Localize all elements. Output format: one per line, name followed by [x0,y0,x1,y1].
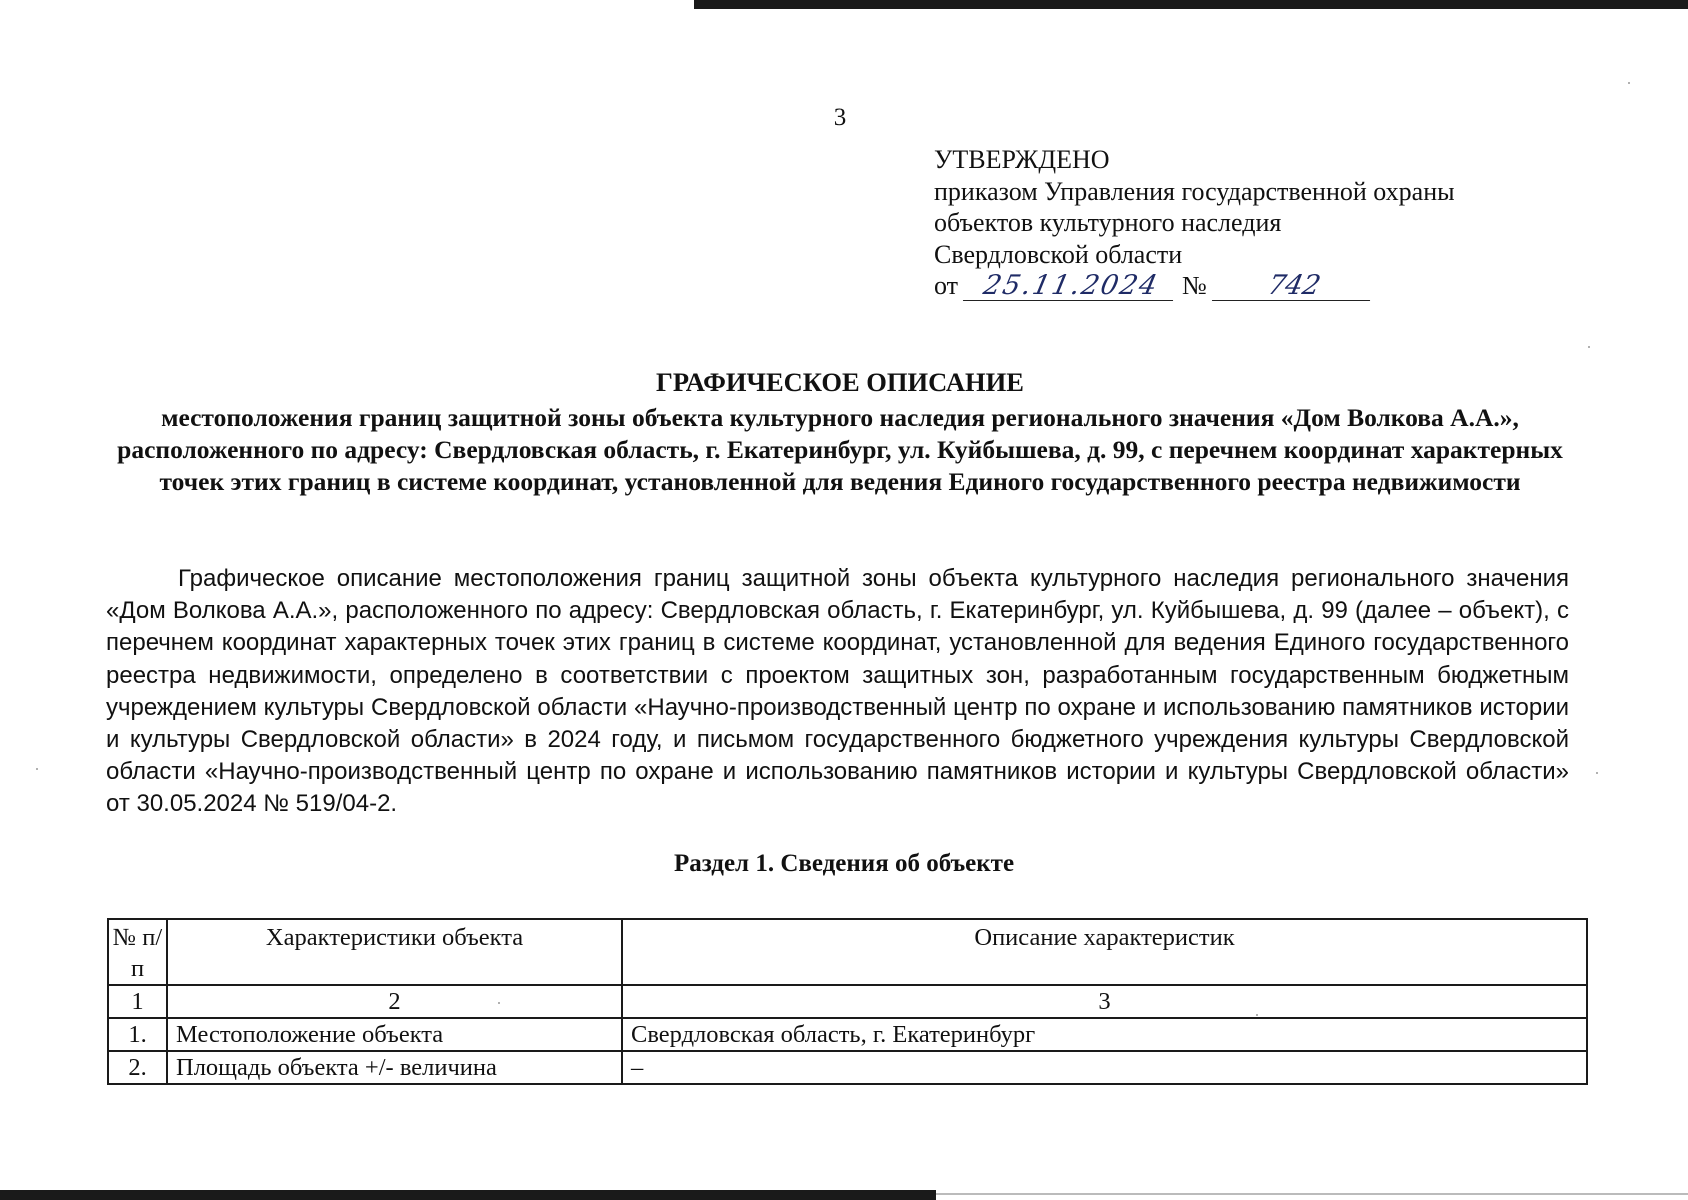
number-prefix: № [1182,271,1207,300]
section-title: Раздел 1. Сведения об объекте [673,850,1015,877]
date-prefix: от [934,271,959,300]
document-title: ГРАФИЧЕСКОЕ ОПИСАНИЕ [656,367,1024,397]
approval-line: объектов культурного наследия [934,208,1282,237]
table-cell-characteristic: Площадь объекта +/- величина [167,1051,622,1084]
table-index-cell: 2 [167,985,622,1018]
approval-heading: УТВЕРЖДЕНО [934,145,1110,174]
table-index-cell: 3 [622,985,1587,1018]
scan-speck [1596,772,1598,774]
table-cell-characteristic: Местоположение объекта [167,1018,622,1051]
table-cell-number: 2. [108,1051,167,1084]
approval-line: приказом Управления государственной охраны [934,176,1455,206]
scan-speck [1628,82,1630,84]
table-header-cell: Характеристики объекта [167,919,622,985]
approval-block [934,144,1455,302]
document-subtitle: местоположения границ защитной зоны объекта культурного наследия регионального значения «Дом Волкова А.А.», расположенного по адресу: Свердловская область, г. Екатеринбург, ул. Куйбышева, д. 99, с перечнем координат характерных точек этих границ в системе координат, установленной для ведения Единого государственного реестра недвижимости [117,403,1563,496]
object-info-table [107,918,1588,1085]
table-index-row [108,985,1587,1018]
approval-order-line [934,270,1455,302]
table-row [108,1051,1587,1084]
approval-line: Свердловской области [934,239,1183,269]
scan-speck [1588,346,1590,348]
handwritten-number: 742 [1212,272,1376,301]
table-header-cell: № п/п [108,919,167,985]
table-cell-number: 1. [108,1018,167,1051]
table-cell-description: Свердловская область, г. Екатеринбург [622,1018,1587,1051]
handwritten-date: 25.11.2024 [963,272,1179,301]
table-header-cell: Описание характеристик [622,919,1587,985]
table-cell-description: – [622,1051,1587,1084]
body-paragraph: Графическое описание местоположения границ защитной зоны объекта культурного наследия регионального значения «Дом Волкова А.А.», расположенного по адресу: Свердловская область, г. Екатеринбург, ул. Куйбышева, д. 99 (далее – объект), с перечнем координат характерных точек этих границ в системе координат, установленной для ведения Единого государственного реестра недвижимости, определено в соответствии с проектом защитных зон, разработанным государственным бюджетным учреждением культуры Свердловской области «Научно-производственный центр по охране и использованию памятников истории и культуры Свердловской области» в 2024 году, и письмом государственного бюджетного учреждения культуры Свердловской области «Научно-производственный центр по охране и использованию памятников истории и культуры Свердловской области» от 30.05.2024 № 519/04-2. [106,565,1569,818]
table-row [108,1018,1587,1051]
page-number: 3 [833,104,847,131]
scan-speck [36,768,38,770]
scan-edge-bottom [0,1190,936,1200]
scan-edge-line [936,1193,1688,1195]
scan-edge-top [694,0,1688,9]
table-index-cell: 1 [108,985,167,1018]
table-header-row [108,919,1587,985]
